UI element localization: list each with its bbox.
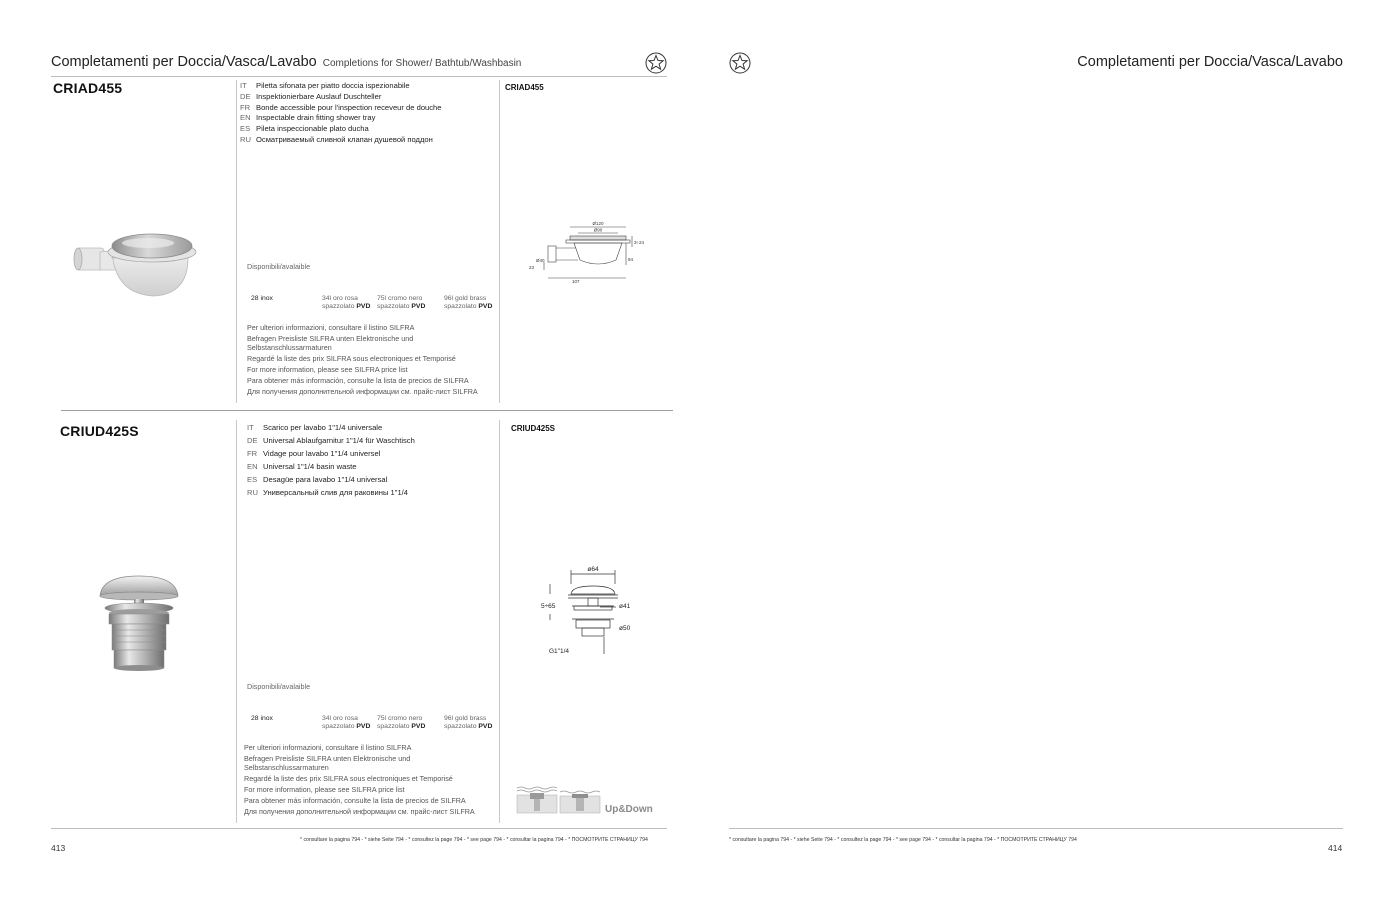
dimension-label: 107 [572, 279, 580, 284]
product-title: CRIAD455 [53, 80, 123, 96]
description-line: DE Universal Ablaufgarnitur 1"1/4 für Waschtisch [247, 435, 415, 445]
up-down-feature-icon [516, 784, 602, 814]
dimension-label: 5÷65 [541, 603, 556, 610]
info-line: Para obtener más información, consulte la lista de precios de SILFRA [247, 376, 469, 385]
shower-drain-technical-drawing [526, 218, 646, 288]
left-page-subtitle: Completions for Shower/ Bathtub/Washbasin [322, 58, 522, 69]
dimension-label: ø41 [619, 603, 631, 610]
right-footer-rule [729, 828, 1343, 829]
description-line: DE Inspektionierbare Auslauf Duschteller [240, 91, 382, 101]
available-label: Disponibili/avalaible [247, 682, 311, 691]
dimension-label: Ø120 [592, 221, 604, 226]
basin-waste-technical-drawing [538, 562, 638, 658]
info-line: Для получения дополнительной информации см. прайс-лист SILFRA [244, 807, 475, 816]
info-line: Regardé la liste des prix SILFRA sous electroniques et Temporisé [244, 774, 453, 783]
column-divider [236, 420, 237, 823]
info-line: Per ulteriori informazioni, consultare il listino SILFRA [247, 323, 415, 332]
info-line: Befragen Preisliste SILFRA unten Elektronische und Selbstanschlussarmaturen [247, 334, 414, 352]
column-divider [236, 80, 237, 403]
right-page-title: Completamenti per Doccia/Vasca/Lavabo [1077, 54, 1343, 70]
info-line: Regardé la liste des prix SILFRA sous electroniques et Temporisé [247, 354, 456, 363]
finish-option: 96l gold brass spazzolato PVD [444, 295, 493, 310]
shower-drain-product-image [70, 222, 200, 304]
dimension-label: ø50 [619, 625, 631, 632]
dimension-label: Ø40 [536, 258, 545, 263]
description-line: RU Осматриваемый сливной клапан душевой поддон [240, 134, 433, 144]
left-header-rule [51, 76, 667, 77]
left-footer-rule [51, 828, 667, 829]
description-line: EN Inspectable drain fitting shower tray [240, 113, 376, 123]
dimension-label: 3÷24 [634, 240, 644, 245]
finish-option: 75l cromo nero spazzolato PVD [377, 715, 426, 730]
dimension-label: ø64 [587, 566, 599, 573]
available-label: Disponibili/avalaible [247, 262, 311, 271]
finish-option: 34l oro rosa spazzolato PVD [322, 295, 371, 310]
dimension-label: Ø90 [593, 227, 603, 233]
drawing-code: CRIUD425S [511, 424, 556, 433]
up-down-label: Up&Down [605, 804, 653, 815]
price-list-info [247, 323, 487, 398]
column-divider [499, 80, 500, 403]
info-line: Для получения дополнительной информации см. прайс-лист SILFRA [247, 387, 478, 396]
info-line: For more information, please see SILFRA price list [247, 365, 408, 374]
description-line: IT Piletta sifonata per piatto doccia ispezionabile [240, 81, 410, 90]
left-page-header [51, 54, 521, 70]
finish-option: 34l oro rosa spazzolato PVD [322, 715, 371, 730]
dimension-label: 23 [529, 265, 535, 270]
description-line: FR Vidage pour lavabo 1"1/4 universel [247, 448, 381, 458]
info-line: Para obtener más información, consulte la lista de precios de SILFRA [244, 796, 466, 805]
dimension-label: 94 [628, 257, 634, 262]
column-divider [499, 420, 500, 823]
description-line: ES Desagüe para lavabo 1"1/4 universal [247, 474, 388, 484]
right-footnote: * consultare la pagina 794 - * siehe Seite 794 - * consultez la page 794 - * see page 794 - * consultar la pagina 794 - * ПОСМОТРИТЕ СТРАНИЦУ 794 [729, 837, 1077, 843]
brand-star-logo-icon [645, 52, 667, 74]
product-descriptions [247, 422, 497, 499]
finish-option: 96l gold brass spazzolato PVD [444, 715, 493, 730]
brand-star-logo-icon [729, 52, 751, 74]
left-page-number: 413 [51, 843, 66, 853]
right-page-number: 414 [1328, 843, 1343, 853]
description-line: FR Bonde accessible pour l'inspection receveur de douche [240, 102, 442, 112]
product-title: CRIUD425S [60, 423, 139, 439]
left-footnote: * consultare la pagina 794 - * siehe Seite 794 - * consultez la page 794 - * see page 794 - * consultar la pagina 794 - * ПОСМОТРИТЕ СТРАНИЦУ 794 [300, 837, 648, 843]
product-separator [61, 410, 673, 411]
description-line: RU Универсальный слив для раковины 1"1/4 [247, 487, 409, 497]
dimension-label: G1"1/4 [549, 648, 570, 655]
product-descriptions [240, 81, 498, 146]
drawing-code: CRIAD455 [505, 83, 544, 92]
info-line: Befragen Preisliste SILFRA unten Elektronische und Selbstanschlussarmaturen [244, 754, 411, 772]
finish-option: 75l cromo nero spazzolato PVD [377, 295, 426, 310]
basin-waste-product-image [96, 574, 182, 674]
finish-option: 28 inox [251, 295, 273, 302]
description-line: ES Pileta inspeccionable plato ducha [240, 124, 369, 134]
price-list-info [244, 743, 484, 818]
info-line: For more information, please see SILFRA price list [244, 785, 405, 794]
left-page-title: Completamenti per Doccia/Vasca/Lavabo [51, 54, 317, 70]
info-line: Per ulteriori informazioni, consultare il listino SILFRA [244, 743, 412, 752]
description-line: IT Scarico per lavabo 1"1/4 universale [247, 423, 383, 432]
finish-option: 28 inox [251, 715, 273, 722]
description-line: EN Universal 1"1/4 basin waste [247, 461, 357, 471]
